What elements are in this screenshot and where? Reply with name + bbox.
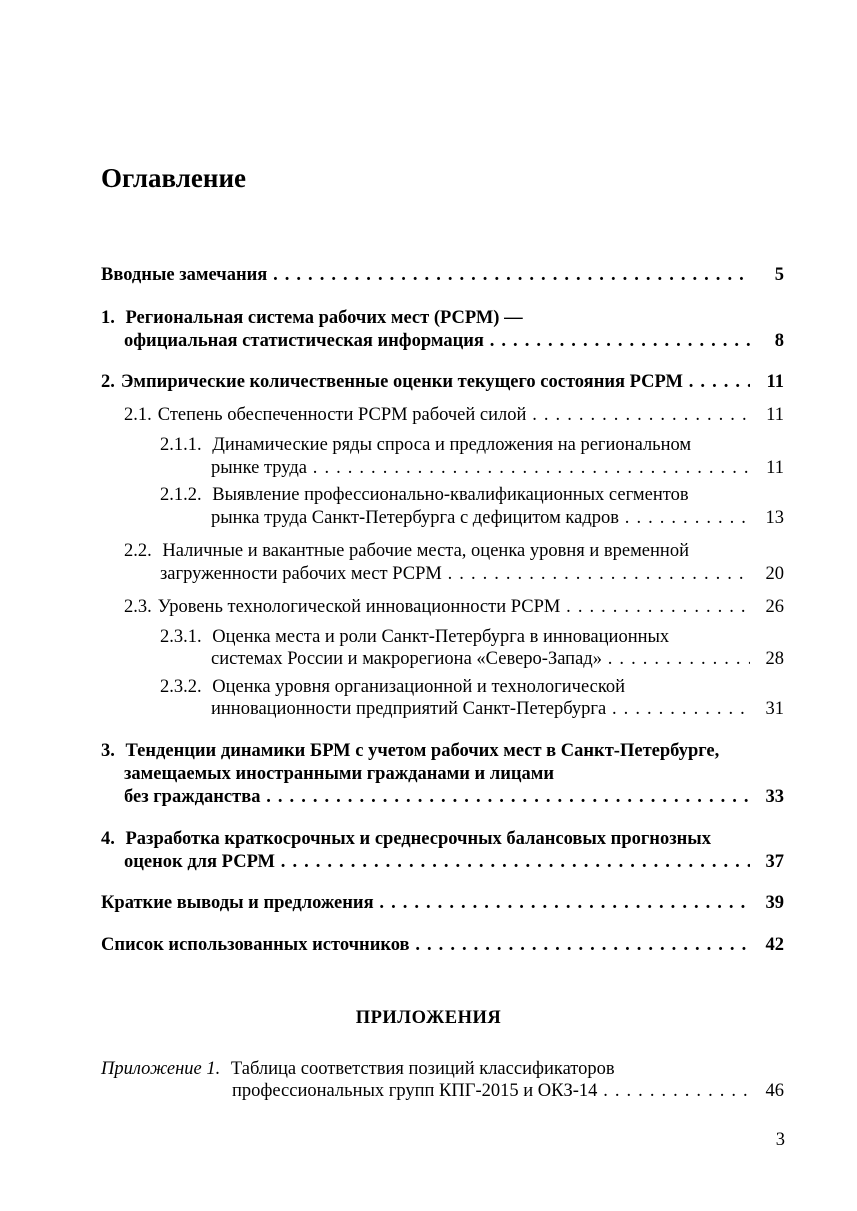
appendix-entry-1-cont[interactable]	[232, 1080, 784, 1102]
toc-entry-title-line2: замещаемых иностранными гражданами и лицами	[124, 764, 555, 784]
toc-entry-title-line1: Тенденции динамики БРМ с учетом рабочих мест в Санкт-Петербурге,	[125, 741, 720, 761]
toc-entry-2-2[interactable]	[124, 540, 689, 562]
toc-entry-page: 28	[765, 649, 784, 669]
toc-entry-4-cont[interactable]	[124, 851, 784, 873]
toc-entry-number: 1.	[101, 308, 115, 328]
toc-entry-intro[interactable]	[101, 264, 784, 286]
toc-entry-title-line1: Динамические ряды спроса и предложения на региональном	[212, 435, 692, 455]
toc-entry-2-1-1[interactable]	[160, 434, 691, 456]
toc-entry-number: 2.2.	[124, 541, 152, 561]
toc-entry-2-1-2[interactable]	[160, 484, 689, 506]
toc-entry-number: 2.1.2.	[160, 485, 202, 505]
toc-entry-title-line2: официальная статистическая информация . . .	[124, 330, 750, 352]
toc-entry-title: Степень обеспеченности РСРМ рабочей силой . . .	[158, 404, 750, 426]
toc-entry-number: 3.	[101, 741, 115, 761]
toc-entry-number: 2.3.1.	[160, 627, 202, 647]
toc-entry-title: Эмпирические количественные оценки текущего состояния РСРМ . . .	[121, 371, 750, 393]
toc-entry-page: 20	[765, 564, 784, 584]
toc-entry-2-3-2-cont[interactable]	[211, 698, 784, 720]
page-title: Оглавление	[101, 163, 246, 193]
toc-entry-page: 8	[774, 331, 784, 351]
appendix-heading: ПРИЛОЖЕНИЯ	[355, 1008, 502, 1028]
toc-entry-2-2-cont[interactable]	[160, 563, 784, 585]
toc-entry-number: 2.3.	[124, 597, 152, 617]
toc-entry-3-cont[interactable]	[124, 786, 784, 808]
appendix-title-line1: Таблица соответствия позиций классификаторов	[230, 1059, 615, 1079]
toc-entry-number: 2.3.2.	[160, 677, 202, 697]
toc-entry-2-3-1-cont[interactable]	[211, 648, 784, 670]
toc-entry-number: 4.	[101, 829, 115, 849]
toc-entry-3-line2	[124, 763, 554, 785]
toc-entry-1-cont[interactable]	[124, 330, 784, 352]
toc-entry-title-line3: без гражданства . . .	[124, 786, 750, 808]
toc-entry-page: 13	[765, 508, 784, 528]
toc-entry-page: 11	[766, 405, 784, 425]
toc-entry-page: 11	[766, 372, 784, 392]
toc-entry-title-line2: загруженности рабочих мест РСРМ . . .	[160, 563, 750, 585]
toc-entry-page: 39	[765, 893, 784, 913]
toc-entry-title-line2: инновационности предприятий Санкт-Петербурга . . .	[211, 698, 750, 720]
toc-entry-references[interactable]	[101, 934, 784, 956]
toc-entry-2-3-2[interactable]	[160, 676, 625, 698]
toc-entry-title: Вводные замечания . . .	[101, 264, 750, 286]
toc-entry-title-line2: оценок для РСРМ . . .	[124, 851, 750, 873]
toc-entry-page: 5	[774, 265, 784, 285]
toc-entry-page: 11	[766, 458, 784, 478]
appendix-entry-1[interactable]	[101, 1058, 615, 1080]
toc-entry-2-1-2-cont[interactable]	[211, 507, 784, 529]
toc-entry-2-1-1-cont[interactable]	[211, 457, 784, 479]
toc-entry-2-1[interactable]	[124, 404, 784, 426]
appendix-title-line2: профессиональных групп КПГ-2015 и ОКЗ-14 . . .	[232, 1080, 750, 1102]
toc-entry-title-line2: рынка труда Санкт-Петербурга с дефицитом кадров . . .	[211, 507, 750, 529]
toc-entry-title: Уровень технологической инновационности РСРМ . . .	[158, 596, 750, 618]
toc-entry-3[interactable]	[101, 740, 719, 762]
appendix-page: 46	[765, 1081, 784, 1101]
toc-entry-title-line1: Оценка уровня организационной и технологической	[212, 677, 626, 697]
toc-entry-title: Список использованных источников . . .	[101, 934, 750, 956]
toc-entry-4[interactable]	[101, 828, 711, 850]
toc-entry-number: 2.1.	[124, 405, 152, 425]
toc-entry-title-line1: Региональная система рабочих мест (РСРМ) —	[125, 308, 523, 328]
toc-entry-title-line1: Выявление профессионально-квалификационных сегментов	[212, 485, 689, 505]
toc-entry-title-line1: Разработка краткосрочных и среднесрочных балансовых прогнозных	[125, 829, 711, 849]
toc-entry-page: 31	[765, 699, 784, 719]
page-number: 3	[775, 1130, 785, 1150]
toc-entry-2-3[interactable]	[124, 596, 784, 618]
toc-entry-2[interactable]	[101, 371, 784, 393]
toc-entry-title-line2: рынке труда . . .	[211, 457, 750, 479]
toc-entry-title: Краткие выводы и предложения . . .	[101, 892, 750, 914]
toc-entry-2-3-1[interactable]	[160, 626, 669, 648]
toc-entry-title-line1: Оценка места и роли Санкт-Петербурга в инновационных	[212, 627, 670, 647]
toc-entry-number: 2.1.1.	[160, 435, 202, 455]
appendix-label: Приложение 1.	[101, 1059, 221, 1079]
toc-entry-conclusions[interactable]	[101, 892, 784, 914]
toc-entry-number: 2.	[101, 372, 115, 392]
toc-entry-page: 37	[765, 852, 784, 872]
toc-entry-title-line2: системах России и макрорегиона «Северо-Запад» . . .	[211, 648, 750, 670]
toc-entry-1[interactable]	[101, 307, 523, 329]
toc-entry-page: 26	[765, 597, 784, 617]
toc-entry-page: 33	[765, 787, 784, 807]
toc-entry-title-line1: Наличные и вакантные рабочие места, оценка уровня и временной	[162, 541, 689, 561]
toc-entry-page: 42	[765, 935, 784, 955]
